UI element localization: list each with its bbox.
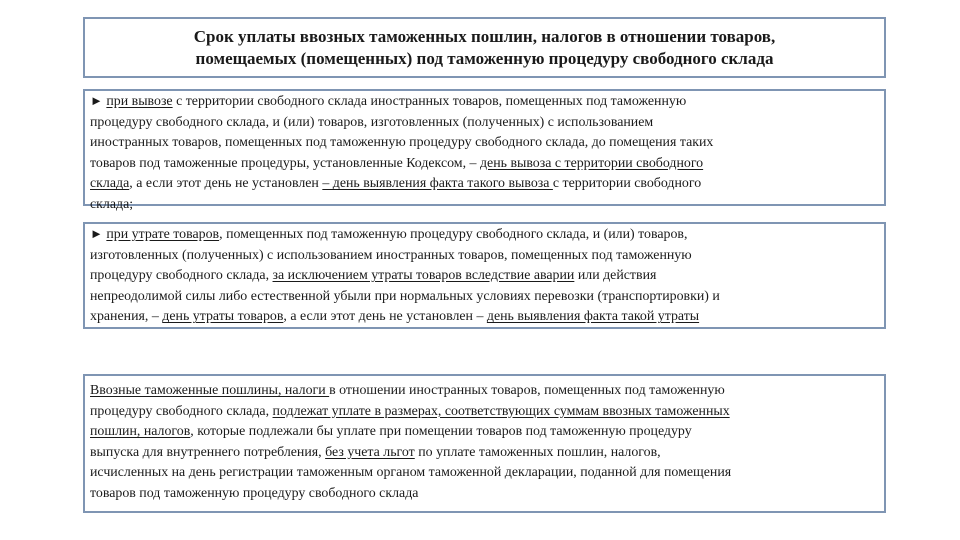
- title-line-2: помещаемых (помещенных) под таможенную процедуру свободного склада: [195, 48, 774, 68]
- p2-text-1: , помещенных под таможенную процедуру свободного склада, и (или) товаров,: [219, 227, 688, 242]
- p1-underline-detection: – день выявления факта такого вывоза: [322, 176, 553, 192]
- title-line-1: Срок уплаты ввозных таможенных пошлин, налогов в отношении товаров,: [193, 26, 776, 46]
- paragraph-duties: [83, 374, 886, 513]
- p3-text-3: , которые подлежали бы уплате при помещении товаров под таможенную процедуру: [190, 424, 692, 440]
- bullet-arrow-icon: ►: [90, 93, 103, 108]
- p2-underline-exception: за исключением утраты товаров вследствие аварии: [272, 268, 575, 284]
- p1-text-5b: с территории свободного: [552, 176, 702, 192]
- p2-text-5a: хранения, –: [90, 309, 163, 325]
- p3-text-2: процедуру свободного склада,: [90, 403, 273, 419]
- p1-underline-warehouse: склада: [90, 176, 130, 192]
- p2-line-4: непреодолимой силы либо естественной убыли при нормальных условиях перевозки (транспортировки) и: [90, 288, 720, 304]
- p3-underline-no-benefits: без учета льгот: [325, 444, 415, 460]
- p2-line-1: [90, 224, 884, 246]
- p3-text-1: в отношении иностранных товаров, помещенных под таможенную: [329, 383, 725, 398]
- p2-text-5b: , а если этот день не установлен –: [283, 309, 487, 325]
- p3-line-3: [90, 422, 884, 443]
- p2-text-3b: или действия: [574, 268, 657, 284]
- p3-underline-duties: Ввозные таможенные пошлины, налоги: [90, 383, 330, 398]
- p3-line-6: товаров под таможенную процедуру свободного склада: [90, 485, 419, 501]
- p1-line-2: процедуру свободного склада, и (или) товаров, изготовленных (полученных) с использованием: [90, 114, 654, 130]
- p1-line-5: [90, 174, 884, 195]
- bullet-arrow-icon: ►: [90, 226, 103, 241]
- title-box: [83, 17, 886, 78]
- p2-line-3: [90, 266, 884, 287]
- p3-text-4b: по уплате таможенных пошлин, налогов,: [414, 444, 661, 460]
- p3-line-5: исчисленных на день регистрации таможенным органом таможенной декларации, поданной для помещения: [90, 465, 732, 481]
- p3-text-4a: выпуска для внутреннего потребления,: [90, 444, 326, 460]
- p2-underline-loss-detection: день выявления факта такой утраты: [486, 309, 700, 325]
- p1-line-4: [90, 154, 884, 175]
- p3-line-4: [90, 443, 884, 464]
- paragraph-export: [83, 89, 886, 212]
- p3-line-1: [90, 381, 884, 402]
- p1-text-4: товаров под таможенные процедуры, установленные Кодексом, –: [90, 155, 480, 171]
- p1-line-3: иностранных товаров, помещенных под таможенную процедуру свободного склада, до помещения таких: [90, 135, 714, 151]
- page-title: [194, 26, 775, 70]
- paragraph-loss: [83, 222, 886, 329]
- p1-underline-export-day: день вывоза с территории свободного: [479, 155, 704, 171]
- p1-text-1: с территории свободного склада иностранных товаров, помещенных под таможенную: [172, 94, 687, 109]
- p2-underline-loss-day: день утраты товаров: [162, 309, 284, 325]
- p1-text-5a: , а если этот день не установлен: [129, 176, 323, 192]
- p1-underline-export: при вывозе: [106, 94, 173, 109]
- p2-text-3a: процедуру свободного склада,: [90, 268, 273, 284]
- p1-line-6: склада;: [90, 196, 134, 212]
- p3-line-2: [90, 402, 884, 423]
- p2-line-5: [90, 307, 884, 328]
- p3-underline-payable: подлежат уплате в размерах, соответствующих суммам ввозных таможенных: [272, 403, 730, 419]
- p2-line-2: изготовленных (полученных) с использованием иностранных товаров, помещенных под таможенную: [90, 247, 692, 263]
- p2-underline-loss: при утрате товаров: [106, 227, 220, 242]
- p1-line-1: [90, 91, 884, 113]
- p3-underline-duties-taxes: пошлин, налогов: [90, 424, 191, 440]
